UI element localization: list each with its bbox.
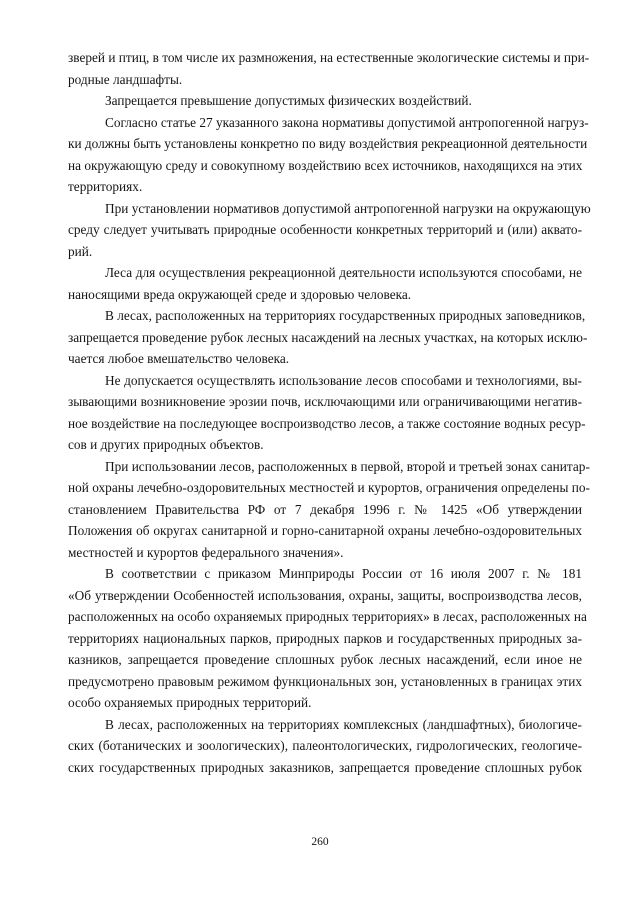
text-line: становлением Правительства РФ от 7 декабря 1996 г. № 1425 «Об утверждении [68,501,582,517]
text-line: на окружающую среду и совокупному воздействию всех источников, находящихся на этих [68,157,583,173]
text-line: ной охраны лечебно-оздоровительных местностей и курортов, ограничения определены по- [68,480,590,495]
text-line: наносящими вреда окружающей среде и здоровью человека. [68,286,412,302]
text-line: При использовании лесов, расположенных в первой, второй и третьей зонах санитар- [105,458,590,474]
text-line: среду следует учитывать природные особенности конкретных территорий и (или) аквато- [68,222,582,237]
text-line: ки должны быть установлены конкретно по виду воздействия рекреационной деятельности [68,136,588,151]
text-line: запрещается проведение рубок лесных насаждений на лесных участках, на которых исклю- [68,329,588,345]
text-line: В лесах, расположенных на территориях государственных природных заповедников, [105,308,586,323]
text-line: Не допускается осуществлять использование лесов способами и технологиями, вы- [105,372,582,388]
page-number: 260 [311,836,329,848]
text-line: При установлении нормативов допустимой антропогенной нагрузки на окружающую [105,200,591,216]
text-line: В лесах, расположенных на территориях комплексных (ландшафтных), биологиче- [105,716,582,732]
text-line: чается любое вмешательство человека. [68,351,290,366]
text-line: Согласно статье 27 указанного закона нормативы допустимой антропогенной нагруз- [105,114,589,130]
text-line: ских (ботанических и зоологических), палеонтологических, гидрологических, геологиче- [68,738,582,753]
text-line: родные ландшафты. [68,71,183,87]
text-line: «Об утверждении Особенностей использования, охраны, защиты, воспроизводства лесов, [68,587,582,603]
text-line: зывающими возникновение эрозии почв, исключающими или ограничивающими негатив- [68,394,582,409]
text-line: рий. [68,243,93,259]
body-text [68,47,591,778]
text-line: Запрещается превышение допустимых физических воздействий. [105,93,472,108]
text-line: территориях. [68,179,143,194]
text-line: территориях национальных парков, природных парков и государственных природных за- [68,630,582,646]
text-line: расположенных на особо охраняемых природных территориях» в лесах, расположенных на [68,609,587,624]
text-line: В соответствии с приказом Минприроды России от 16 июля 2007 г. № 181 [105,566,582,581]
text-line: ное воздействие на последующее воспроизводство лесов, а также состояние водных ресур- [68,415,586,431]
text-line: зверей и птиц, в том числе их размножения, на естественные экологические системы и при- [68,50,590,65]
text-line: Леса для осуществления рекреационной деятельности используются способами, не [105,265,582,280]
text-line: предусмотрено правовым режимом функциональных зон, установленных в границах этих [68,673,582,689]
text-line: казников, запрещается проведение сплошных рубок лесных насаждений, если иное не [68,652,582,667]
text-line: местностей и курортов федерального значения». [68,544,344,560]
text-line: ских государственных природных заказников, запрещается проведение сплошных рубок [68,759,582,775]
text-line: особо охраняемых природных территорий. [68,695,312,710]
text-line: сов и других природных объектов. [68,437,264,452]
text-line: Положения об округах санитарной и горно-санитарной охраны лечебно-оздоровительных [68,523,582,538]
